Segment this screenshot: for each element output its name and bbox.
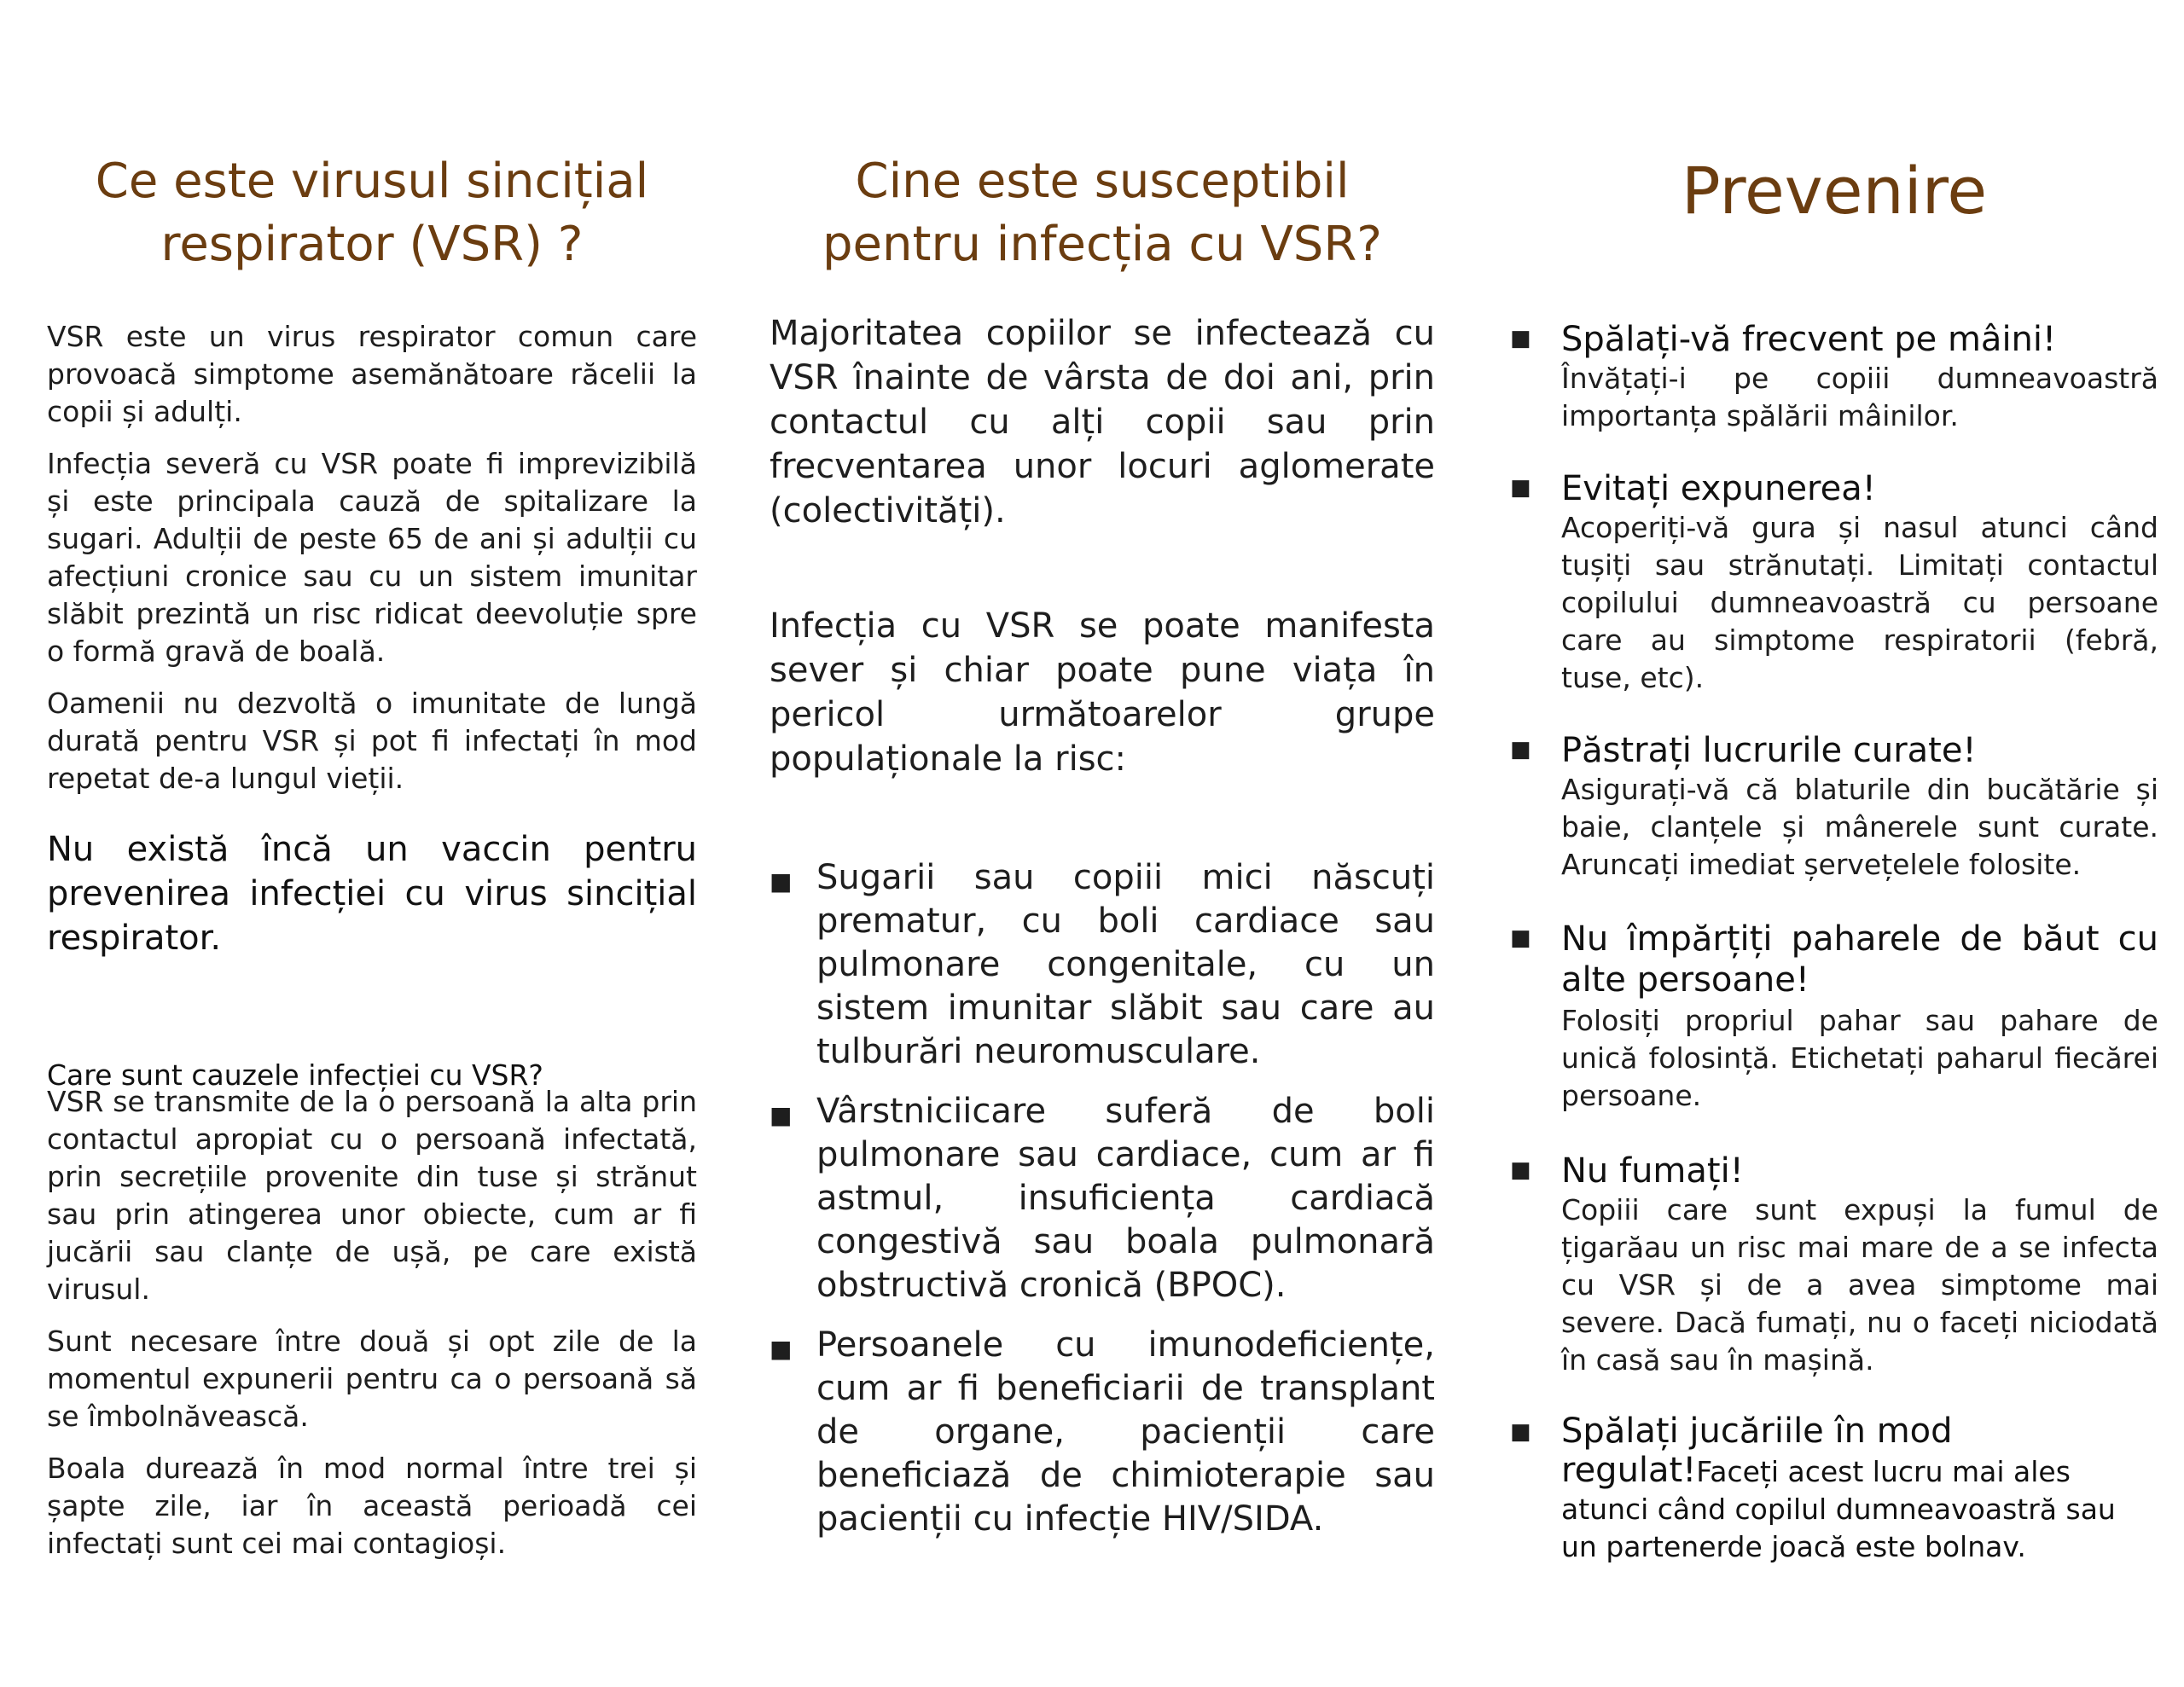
prevention-item-title: Nu împărțiți paharele de băut cu alte persoane! — [1561, 919, 2158, 1000]
prevention-item-title: Spălați-vă frecvent pe mâini! — [1561, 320, 2057, 359]
bullet-icon: ■ — [1510, 1419, 1531, 1445]
list-item-text: Sugarii sau copiii mici născuți prematur, cu boli cardiace sau pulmonare congenitale, cu un sistem imunitar slăbit sau care au tulburări neuromusculare. — [816, 858, 1435, 1071]
paragraph: VSR se transmite de la o persoană la alta prin contactul apropiat cu o persoană infectată, prin secrețiile provenite din tuse și strănut sau prin atingerea unor obiecte, cum ar fi jucării sau clanțe de ușă, pe care există virusul. — [47, 1085, 697, 1306]
prevention-item-text: Învățați-i pe copiii dumneavoastră importanța spălării mâinilor. — [1561, 362, 2158, 432]
bullet-icon: ■ — [1510, 925, 1531, 951]
paragraph: VSR este un virus respirator comun care provoacă simptome asemănătoare răcelii la copii și adulți. — [47, 320, 697, 428]
list-item — [770, 1090, 1435, 1307]
prevention-item-title: Nu fumați! — [1561, 1151, 1744, 1191]
bullet-icon: ■ — [1510, 475, 1531, 501]
bullet-icon: ■ — [770, 867, 793, 896]
paragraph: Infecția cu VSR se poate manifesta sever și chiar poate pune viața în pericol următoarelor grupe populaționale la risc: — [770, 606, 1435, 779]
prevention-item-title: Spălați jucăriile în mod regulat! — [1561, 1412, 1953, 1490]
prevention-item-text: Asigurați-vă că blaturile din bucătărie și baie, clanțele și mânerele sunt curate. Aruncați imediat șervețelele folosite. — [1561, 773, 2158, 881]
prevention-item-title: Păstrați lucrurile curate! — [1561, 731, 1977, 770]
prevention-item-text: Copiii care sunt expuși la fumul de țigarăau un risc mai mare de a se infecta cu VSR și de a avea simptome mai severe. Dacă fumați, nu o faceți niciodată în casă sau în mașină. — [1561, 1193, 2158, 1377]
column-title: Prevenire — [1681, 153, 1988, 229]
column-title: Cine este susceptibil pentru infecția cu VSR? — [822, 154, 1382, 272]
bullet-icon: ■ — [1510, 737, 1531, 762]
prevention-item-text: Acoperiți-vă gura și nasul atunci când tușiți sau strănutați. Limitați contactul copilului dumneavoastră cu persoane care au simptome respiratorii (febră, tuse, etc). — [1561, 511, 2158, 694]
list-item-text: Persoanele cu imunodeficiențe, cum ar fi beneficiarii de transplant de organe, pacienții care beneficiază de chimioterapie sau pacienții cu infecție HIV/SIDA. — [816, 1325, 1435, 1539]
paragraph: Infecția severă cu VSR poate fi imprevizibilă și este principala cauză de spitalizare la sugari. Adulții de peste 65 de ani și adulții cu afecțiuni cronice sau cu un sistem imunitar slăbit prezintă un risc ridicat deevoluție spre o formă gravă de boală. — [47, 447, 697, 668]
paragraph: Sunt necesare între două și opt zile de la momentul expunerii pentru ca o persoană să se îmbolnăvească. — [47, 1325, 697, 1433]
highlight-text: Nu există încă un vaccin pentru prevenirea infecției cu virus sincițial respirator. — [47, 830, 697, 958]
paragraph: Oamenii nu dezvoltă o imunitate de lungă durată pentru VSR și pot fi infectați în mod repetat de-a lungul vieții. — [47, 687, 697, 795]
list-item-text: Vârstniciicare suferă de boli pulmonare sau cardiace, cum ar fi astmul, insuficiența cardiacă congestivă sau boala pulmonară obstructivă cronică (BPOC). — [816, 1092, 1435, 1305]
column-title: Ce este virusul sincițial respirator (VSR) ? — [95, 154, 649, 272]
bullet-icon: ■ — [770, 1101, 793, 1129]
paragraph: Majoritatea copiilor se infectează cu VSR înainte de vârsta de doi ani, prin contactul cu alți copii sau prin frecventarea unor locuri aglomerate (colectivități). — [770, 314, 1435, 530]
bullet-icon: ■ — [1510, 1157, 1531, 1183]
prevention-item-text: Folosiți propriul pahar sau pahare de unică folosință. Etichetați paharul fiecărei persoane. — [1561, 1004, 2158, 1112]
list-item — [770, 1324, 1435, 1541]
bullet-icon: ■ — [770, 1335, 793, 1363]
prevention-item-text: Faceți acest lucru mai ales atunci când copilul dumneavoastră sau un partenerde joacă este bolnav. — [1561, 1455, 2116, 1563]
bullet-icon: ■ — [1510, 326, 1531, 351]
section-subtitle: Care sunt cauzele infecției cu VSR? — [47, 1058, 543, 1092]
prevention-item-title: Evitați expunerea! — [1561, 469, 1876, 508]
prevention-item-combined — [1561, 1412, 2158, 1566]
paragraph: Boala durează în mod normal între trei și șapte zile, iar în această perioadă cei infectați sunt cei mai contagioși. — [47, 1452, 697, 1560]
list-item — [770, 856, 1435, 1074]
